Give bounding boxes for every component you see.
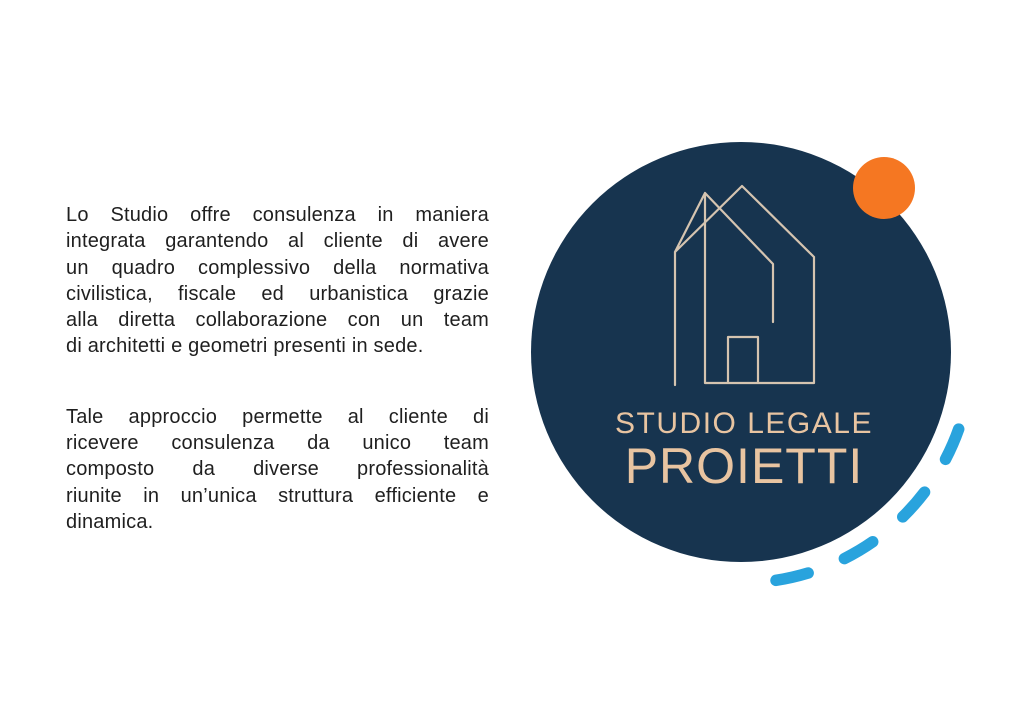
text-line: Lo Studio offre consulenza in maniera xyxy=(66,204,489,226)
text-line: ricevere consulenza da unico team xyxy=(66,432,489,455)
text-line: riunite in un’unica struttura efficiente e xyxy=(66,484,489,507)
text-line: civilistica, fiscale ed urbanistica grazie xyxy=(66,282,489,305)
text-line: dinamica. xyxy=(66,510,154,533)
intro-paragraph-2 xyxy=(66,404,489,535)
text-line: alla diretta collaborazione con un team xyxy=(66,309,489,332)
text-line: integrata garantendo al cliente di avere xyxy=(66,230,489,253)
studio-legale-proietti-logo xyxy=(520,130,980,600)
text-line: composto da diverse professionalità xyxy=(66,458,489,481)
orange-dot-decoration xyxy=(853,157,915,219)
logo-studio-legale-label: STUDIO LEGALE xyxy=(615,407,873,440)
text-line: un quadro complessivo della normativa xyxy=(66,256,489,279)
text-line: Tale approccio permette al cliente di xyxy=(66,405,489,428)
intro-text-block xyxy=(66,202,489,535)
logo-proietti-label: PROIETTI xyxy=(624,438,864,494)
intro-paragraph-1 xyxy=(66,202,489,360)
text-line: di architetti e geometri presenti in sede. xyxy=(66,335,424,358)
